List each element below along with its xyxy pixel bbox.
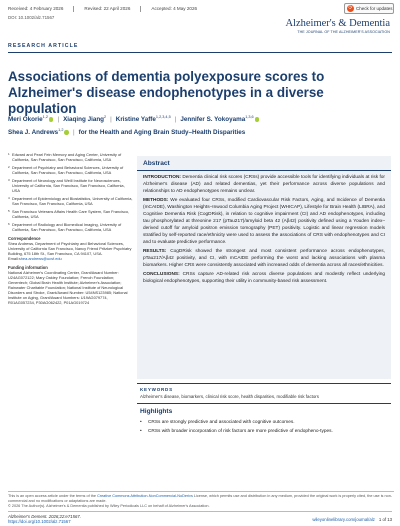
abstract-heading: Abstract [143, 160, 170, 167]
sidebar-notes [8, 152, 133, 308]
journal-logo[interactable] [285, 18, 390, 34]
author[interactable]: Jennifer S. Yokoyama$^{1,3,6}$ [180, 116, 259, 123]
author[interactable]: Meri Okorie$^{1,2}$ [8, 116, 53, 123]
keywords [140, 387, 390, 399]
accepted-date: Accepted: 4 May 2026 [151, 6, 198, 11]
orcid-icon[interactable] [49, 117, 54, 122]
highlights-heading: Highlights [140, 408, 173, 415]
abstract-box [137, 156, 391, 379]
bullet-icon: • [140, 420, 142, 425]
author-separator: | [174, 116, 177, 124]
affiliation: 6 Department of Radiology and Biomedical Imaging, University of California, San Francisco, San Francisco, California, USA [8, 222, 122, 232]
page-number: 1 of 13 [378, 516, 392, 522]
bullet-icon: • [140, 429, 142, 434]
author-separator: | [57, 116, 60, 124]
author[interactable]: Shea J. Andrews$^{1,2}$ [8, 129, 69, 136]
article-title: Associations of dementia polyexposure scores to Alzheimer's disease endophenotypes in a diverse population [8, 69, 325, 116]
author-separator: | [72, 129, 75, 137]
orcid-icon[interactable] [64, 130, 69, 135]
author-list [8, 112, 398, 138]
keywords-heading: KEYWORDS [140, 387, 173, 392]
received-date: Received: 4 February 2026 [8, 6, 64, 11]
refresh-icon: ⟳ [348, 5, 353, 11]
email-link[interactable]: shea.andrews@ucsf.edu [18, 256, 62, 261]
divider [140, 6, 141, 12]
highlights-divider [137, 403, 391, 404]
abstract-divider [137, 170, 391, 171]
orcid-icon[interactable] [255, 117, 260, 122]
group-author: for the Health and Aging Brain Study–Health Disparities [78, 129, 246, 137]
author[interactable]: Kristine Yaffe$^{1,2,3,4,5}$ [115, 115, 171, 124]
journal-name: Alzheimer's & Dementia [285, 18, 390, 29]
list-item: • CRSs with broader incorporation of risk factors are more predictive of endopheno-types. [140, 429, 333, 434]
correspondence-text: Shea Andrews, Department of Psychiatry and Behavioral Sciences, University of California San Francisco, Nancy Friend Pritzker Psychiatry Building, 675 18th St., San Francisco, CA 94107, USA. Email:shea.andrews@ucsf.edu [8, 241, 132, 261]
affiliation: 2 Department of Psychiatry and Behavioral Sciences, University of California, San Francisco, San Francisco, California, USA [8, 165, 124, 175]
check-for-updates-button[interactable] [344, 3, 394, 14]
correspondence-heading: Correspondence [8, 236, 41, 241]
check-updates-label: Check for updates [356, 6, 393, 11]
author[interactable]: Xiaqing Jiang$^2$ [63, 115, 107, 124]
funding-heading: Funding information [8, 265, 48, 270]
footer-right [312, 514, 392, 524]
highlights-list [140, 419, 390, 435]
journal-url-link[interactable]: wileyonlinelibrary.com/journal/alz [312, 516, 375, 522]
list-item: • CRSs are strongly predictive and associated with cognitive outcomes. [140, 420, 295, 425]
journal-subtitle: THE JOURNAL OF THE ALZHEIMER'S ASSOCIATION [297, 29, 390, 34]
highlights [140, 408, 390, 437]
article-type: RESEARCH ARTICLE [8, 43, 79, 49]
license-link[interactable]: Creative Commons Attribution-NonCommercial-NoDerivs [97, 494, 193, 498]
page-footer [8, 511, 392, 524]
abstract-section: METHODS: We evaluated four CRSs, modified Cardiovascular Risk Factors, Aging, and Incidence of Dementia (mCAIDE), Washington Heights–Inwood Columbia Aging Project (WHICAP), Lifestyle for Brain Health (LIBRA), and Cognitive Dementia Risk (CogDRisk), in relation to cognitive impairment (CI) and AD endophenotypes, including tau phosphorylated at threonine 217 (pTau217)/amyloid beta 42 (Aβ42) positivity defined using a Youden index–derived cutoff for amyloid positron emission tomography (PET) positivity. Logistic and linear regression models stratified by self-reported race/ethnicity were used to assess the associations of CRS with endophenotypes and CI and to evaluate predictive performance. [143, 198, 385, 245]
funding-text: National Alzheimer's Coordinating Center, Grant/Award Number: U24AG072122; Mary Oakley Foundation; French Foundation; Genentech; Global Brain Health Institute; Alzheimer's Association; Rainwater Charitable Foundation; National Institute of Neurological Disorders and Stroke, Grant/Award Number: U54NS123985; National Institute on Aging, Grant/Award Numbers: U19AG079774, R01AG057234, P30AG062422, P01AG019724 [8, 270, 128, 305]
abstract-section: INTRODUCTION: Dementia clinical risk scores (CRSs) provide accessible tools for identifying individuals at risk for Alzheimer's disease (AD) and related dementias, yet their performance across diverse populations and relationships to AD endophenotypes remains unclear. [143, 175, 385, 194]
author-separator: | [110, 116, 112, 124]
footer-citation: Alzheimer's Dement. 2026;22:e71567. https://doi.org/10.1002/alz.71567 [8, 514, 81, 524]
divider [73, 6, 74, 12]
revised-date: Revised: 22 April 2026 [84, 6, 131, 11]
article-doi[interactable]: DOI: 10.1002/alz.71567 [8, 15, 55, 20]
footer-doi-link[interactable]: https://doi.org/10.1002/alz.71567 [8, 519, 71, 524]
license-notice: This is an open access article under the terms of the Creative Commons Attribution-NonCommercial-NoDerivs License, which permits use and distribution in any medium, provided the original work is properly cited, the use is non-commercial and no modifications or adaptations are made. © 2026 The Author(s). Alzheimer's & Dementia published by Wiley Periodicals LLC on behalf of Alzheimer's Association. [8, 491, 394, 510]
abstract-section: CONCLUSIONS: CRSs capture AD-related risk across diverse populations and modestly reflect underlying biological endophenotypes, supporting their utility in community-based risk assessment. [143, 272, 385, 284]
keywords-text: Alzheimer's disease, biomarkers, clinical risk score, health disparities, modifiable risk factors [140, 394, 319, 399]
affiliation: 1 Edward and Pearl Fein Memory and Aging Center, University of California, San Francisco, San Francisco, California, USA [8, 152, 122, 162]
affiliation: 3 Department of Neurology and Weill Institute for Neurosciences, University of California, San Francisco, San Francisco, California, USA [8, 178, 125, 193]
copyright: © 2026 The Author(s). Alzheimer's & Dementia published by Wiley Periodicals LLC on behalf of Alzheimer's Association. [8, 504, 210, 509]
affiliation: 5 San Francisco Veterans Affairs Health Care System, San Francisco, California, USA [8, 209, 130, 219]
header-divider [8, 52, 392, 53]
keywords-divider [137, 383, 391, 384]
affiliation: 4 Department of Epidemiology and Biostatistics, University of California, San Francisco, San Francisco, California, USA [8, 196, 133, 206]
abstract-section: RESULTS: CogDRisk showed the strongest and most consistent performance across endophenotypes, pTau217/Aβ42 positivity, and CI, with mCAIDE performing the worst and lacking associations with plasma biomarkers. Higher CRS were consistently associated with increased odds of dementia across all races/ethnicities. [143, 249, 386, 268]
article-dates [8, 6, 197, 12]
